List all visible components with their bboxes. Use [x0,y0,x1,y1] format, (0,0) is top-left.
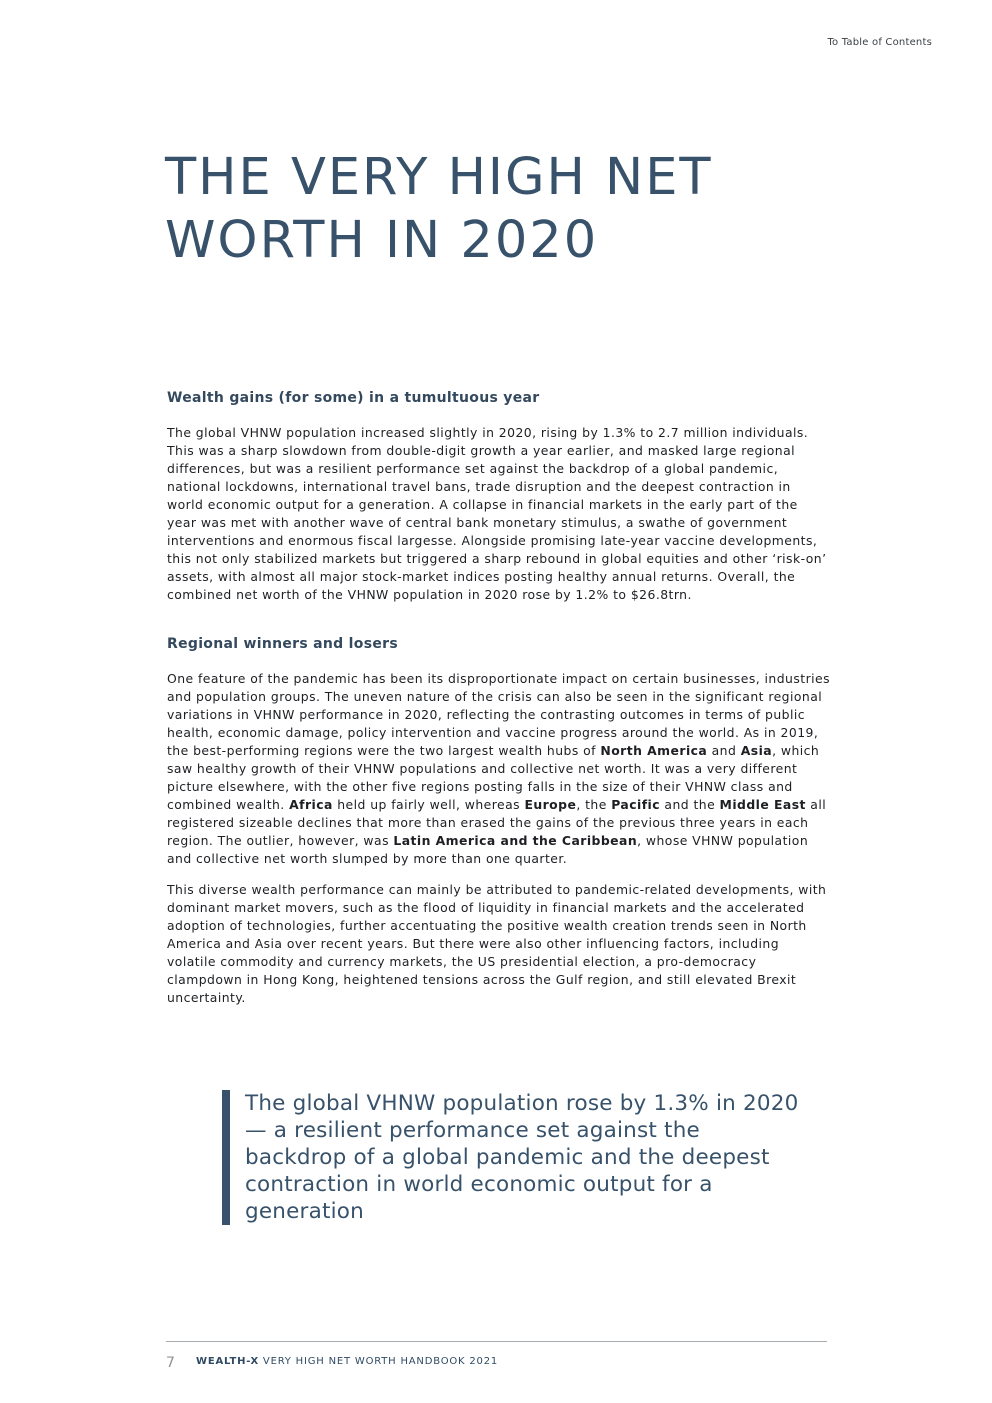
text-run: , the [576,797,612,812]
page-title-line-2: WORTH IN 2020 [165,211,599,270]
paragraph-regional-2: This diverse wealth performance can mainly be attributed to pandemic-related developments, with dominant market movers, such as the flood of liquidity in financial markets and the accelerated adoption of technologies, further accentuating the positive wealth creation trends seen in North America and Asia over recent years. But there were also other influencing factors, including volatile commodity and currency markets, the US presidential election, a pro-democracy clampdown in Hong Kong, heightened tensions across the Gulf region, and still elevated Brexit uncertainty. [167,882,827,1005]
text-run: held up fairly well, whereas [332,797,525,812]
page-number: 7 [166,1355,175,1371]
section-spacer [167,617,831,634]
region-europe: Europe [524,797,577,812]
paragraph-wealth-gains: The global VHNW population increased slightly in 2020, rising by 1.3% to 2.7 million individuals. This was a sharp slowdown from double-digit growth a year earlier, and masked large regional differences, but was a resilient performance set against the backdrop of a global pandemic, national lockdowns, international travel bans, trade disruption and the deepest contraction in world economic output for a generation. A collapse in financial markets in the early part of the year was met with another wave of central bank monetary stimulus, a swathe of government interventions and enormous fiscal largesse. Alongside promising late-year vaccine developments, this not only stabilized markets but triggered a sharp rebound in global equities and other ‘risk-on’ assets, with almost all major stock-market indices posting healthy annual returns. Overall, the combined net worth of the VHNW population in 2020 rose by 1.2% to $26.8trn. [167,425,827,602]
text-run: One feature of the pandemic has been its disproportionate impact on certain businesses, industries and population groups. The uneven nature of the crisis can also be seen in the significant regional variations in VHNW performance in 2020, reflecting the contrasting outcomes in terms of public health, economic damage, policy intervention and vaccine progress around the world. As in 2019, the best-performing regions were the two largest wealth hubs of [167,671,830,758]
pull-quote [222,1090,805,1225]
region-africa: Africa [289,797,333,812]
page-title [165,146,865,272]
region-north-america: North America [600,743,708,758]
footer-publication: VERY HIGH NET WORTH HANDBOOK 2021 [258,1356,499,1367]
footer-divider [166,1341,827,1342]
region-latin-america: Latin America and the Caribbean [393,833,638,848]
region-asia: Asia [740,743,773,758]
page-title-line-1: THE VERY HIGH NET [165,148,713,207]
text-run: all registered sizeable declines that more than erased the gains of the previous three years in each region. The outlier, however, was [167,797,827,848]
footer-brand: WEALTH-X [196,1356,259,1367]
section-heading-regional: Regional winners and losers [167,636,398,652]
text-run: and the [660,797,720,812]
table-of-contents-link[interactable]: To Table of Contents [827,37,932,48]
article-body [167,388,831,1020]
section-heading-wealth-gains: Wealth gains (for some) in a tumultuous year [167,390,540,406]
region-middle-east: Middle East [719,797,806,812]
text-run: and [707,743,741,758]
paragraph-regional-1 [167,670,831,868]
region-pacific: Pacific [611,797,661,812]
pull-quote-text: The global VHNW population rose by 1.3% in 2020 — a resilient performance set against the backdrop of a global pandemic and the deepest contraction in world economic output for a generation [245,1091,799,1224]
footer-publication-title [196,1356,498,1367]
text-run: , which saw healthy growth of their VHNW populations and collective net worth. It was a very different picture elsewhere, with the other five regions posting falls in the size of their VHNW class and combined wealth. [167,743,820,812]
text-run: , whose VHNW population and collective net worth slumped by more than one quarter. [167,833,809,866]
